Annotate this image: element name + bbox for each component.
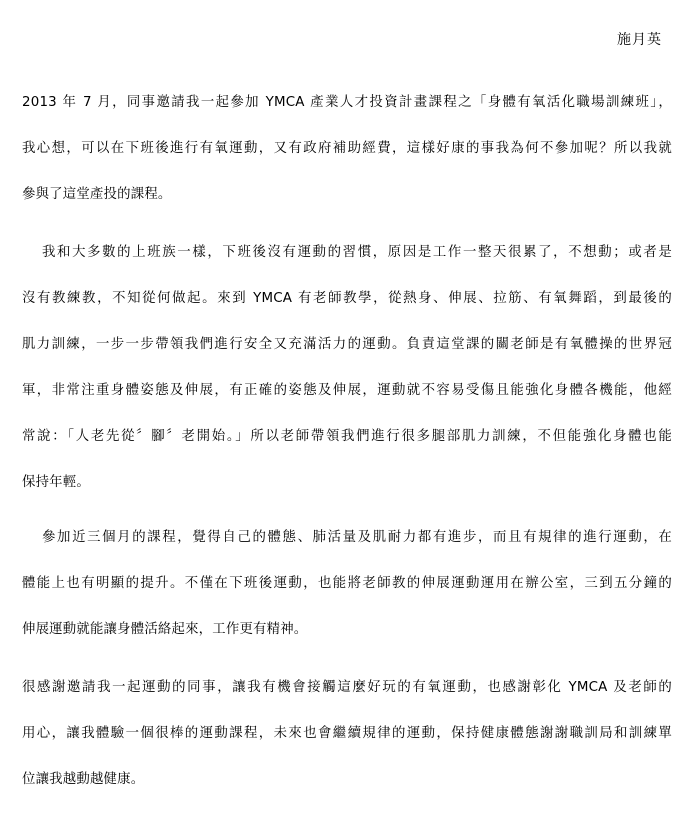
paragraph-line: 位讓我越動越健康。 [22,772,145,787]
paragraph-line: 很感謝邀請我一起運動的同事，讓我有機會接觸這麼好玩的有氧運動，也感謝彰化 YMCA 及老師的 [22,680,672,695]
paragraph-line: 肌力訓練，一步一步帶領我們進行安全又充滿活力的運動。負責這堂課的關老師是有氧體操的世界冠 [22,337,672,352]
paragraph-3 [22,528,672,666]
paragraph-line: 體能上也有明顯的提升。不僅在下班後運動，也能將老師教的伸展運動運用在辦公室，三到五分鐘的 [22,576,672,591]
paragraph-line: 沒有教練教，不知從何做起。來到 YMCA 有老師教學，從熱身、伸展、拉筋、有氧舞蹈，到最後的 [22,291,672,306]
paragraph-line: 常說：「人老先從〞腳〞老開始。」所以老師帶領我們進行很多腿部肌力訓練，不但能強化身體也能 [22,429,672,444]
paragraph-4 [22,678,672,816]
paragraph-line: 用心，讓我體驗一個很棒的運動課程，未來也會繼續規律的運動，保持健康體態謝謝職訓局和訓練單 [22,726,672,741]
paragraph-line: 參加近三個月的課程，覺得自己的體態、肺活量及肌耐力都有進步，而且有規律的進行運動，在 [42,530,672,545]
paragraph-line: 伸展運動就能讓身體活絡起來，工作更有精神。 [22,622,308,637]
paragraph-1 [22,93,672,231]
paragraph-2 [22,243,672,519]
paragraph-line: 我心想，可以在下班後進行有氧運動，又有政府補助經費，這樣好康的事我為何不參加呢？所以我就 [22,141,672,156]
paragraph-line: 我和大多數的上班族一樣，下班後沒有運動的習慣，原因是工作一整天很累了，不想動；或者是 [42,245,672,260]
paragraph-line: 軍，非常注重身體姿態及伸展，有正確的姿態及伸展，運動就不容易受傷且能強化身體各機能，他經 [22,383,672,398]
paragraph-line: 保持年輕。 [22,475,90,490]
paragraph-line: 參與了這堂產投的課程。 [22,187,172,202]
paragraph-line: 2013 年 7 月，同事邀請我一起參加 YMCA 產業人才投資計畫課程之「身體有氧活化職場訓練班」， [22,95,672,110]
author-name: 施月英 [617,32,662,48]
